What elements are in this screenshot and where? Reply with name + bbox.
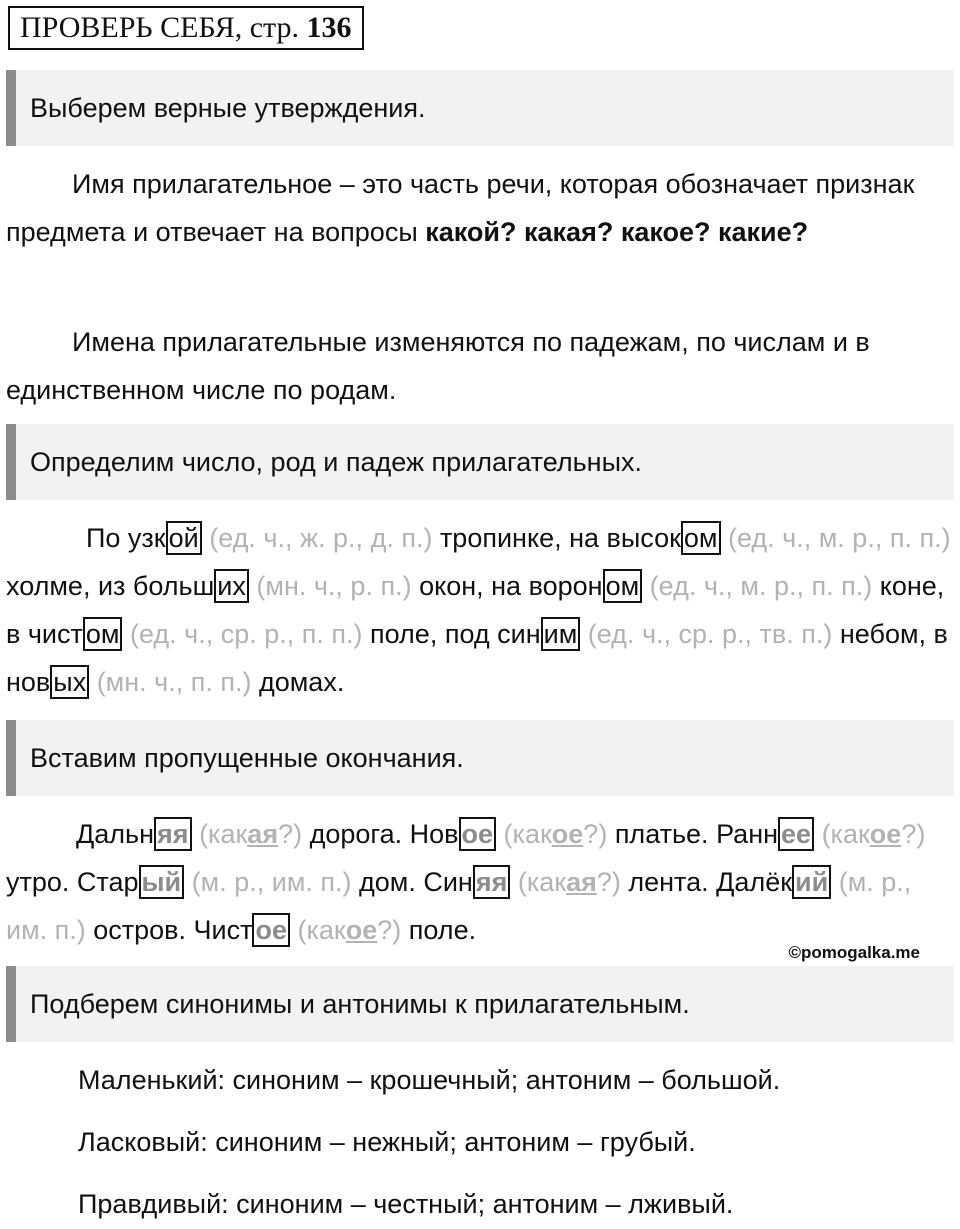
definition-questions: какой? какая? какое? какие? bbox=[425, 217, 809, 247]
question-ending: ое bbox=[869, 819, 902, 849]
text-part: Дальн bbox=[76, 819, 155, 849]
ending-box: ой bbox=[166, 521, 202, 555]
question-note: (как bbox=[191, 819, 248, 849]
question-note: (как bbox=[496, 819, 552, 849]
grammar-note: (ед. ч., м. р., п. п.) bbox=[642, 571, 880, 601]
ending-box: ом bbox=[603, 569, 643, 603]
ending-box: ом bbox=[83, 617, 123, 651]
ending-box: яя bbox=[154, 817, 192, 851]
grammar-note: (м. р., им. п.) bbox=[184, 867, 359, 897]
paragraph-missing-endings bbox=[6, 810, 954, 954]
question-ending: ое bbox=[345, 915, 378, 945]
question-note: (как bbox=[290, 915, 346, 945]
question-note: ?) bbox=[278, 819, 310, 849]
header-label: ПРОВЕРЬ СЕБЯ, стр. bbox=[20, 11, 299, 44]
ending-box: ое bbox=[252, 913, 290, 947]
ending-box: ое bbox=[459, 817, 497, 851]
ending-box: ых bbox=[50, 665, 89, 699]
text-part: платье. Ранн bbox=[614, 819, 779, 849]
question-note: ?) bbox=[596, 867, 629, 897]
question-note: (как bbox=[510, 867, 567, 897]
paragraph-adjective-analysis bbox=[6, 514, 954, 706]
grammar-note: (ед. ч., ср. р., тв. п.) bbox=[580, 619, 840, 649]
definition-text: Имя прилагательное – это часть речи, которая обозначает признак предмета и отвечает на вопросы bbox=[6, 169, 915, 247]
text-part: окон, на ворон bbox=[419, 571, 603, 601]
grammar-note: (мн. ч., р. п.) bbox=[248, 571, 420, 601]
text-part: поле. bbox=[408, 915, 477, 945]
grammar-note: (м. р., им. п.) bbox=[6, 867, 912, 945]
grammar-note: (ед. ч., ср. р., п. п.) bbox=[122, 619, 370, 649]
page-header bbox=[8, 6, 364, 50]
section-heading-number-gender-case: Определим число, род и падеж прилагательных. bbox=[6, 424, 954, 500]
grammar-note: (мн. ч., п. п.) bbox=[89, 667, 259, 697]
paragraph-changes: Имена прилагательные изменяются по падежам, по числам и в единственном числе по родам. bbox=[6, 327, 870, 405]
question-note: (как bbox=[814, 819, 870, 849]
text-part: утро. Стар bbox=[6, 867, 139, 897]
question-note: ?) bbox=[377, 915, 409, 945]
paragraph-definition bbox=[6, 160, 954, 256]
text-part: поле, под син bbox=[370, 619, 541, 649]
question-note: ?) bbox=[583, 819, 615, 849]
text-part: дом. Син bbox=[359, 867, 473, 897]
ending-box: их bbox=[214, 569, 249, 603]
text-part: тропинке, на высок bbox=[439, 523, 681, 553]
watermark: ©pomogalka.me bbox=[788, 943, 920, 962]
ending-box: им bbox=[541, 617, 581, 651]
text-part: лента. Далёк bbox=[628, 867, 793, 897]
text-part: холме, из больш bbox=[6, 571, 215, 601]
ending-box: ее bbox=[778, 817, 814, 851]
question-ending: ая bbox=[247, 819, 279, 849]
text-part: небом, в нов bbox=[6, 619, 948, 697]
text-part: дорога. Нов bbox=[309, 819, 459, 849]
text-part: По узк bbox=[86, 523, 166, 553]
synonym-line: Маленький: синоним – крошечный; антоним – большой. bbox=[78, 1065, 781, 1095]
section-heading-endings: Вставим пропущенные окончания. bbox=[6, 720, 954, 796]
question-ending: ая bbox=[566, 867, 597, 897]
text-part: коне, в чист bbox=[6, 571, 945, 649]
ending-box: ом bbox=[681, 521, 721, 555]
ending-box: яя bbox=[473, 865, 511, 899]
text-part: домах. bbox=[258, 667, 345, 697]
synonym-line: Ласковый: синоним – нежный; антоним – грубый. bbox=[78, 1127, 696, 1157]
section-heading-synonyms: Подберем синонимы и антонимы к прилагательным. bbox=[6, 966, 954, 1042]
question-note: ?) bbox=[901, 819, 926, 849]
text-part: остров. Чист bbox=[93, 915, 253, 945]
section-heading-statements: Выберем верные утверждения. bbox=[6, 70, 954, 146]
ending-box: ий bbox=[792, 865, 831, 899]
grammar-note: (ед. ч., м. р., п. п.) bbox=[720, 523, 951, 553]
question-ending: ое bbox=[551, 819, 584, 849]
header-page-number: 136 bbox=[306, 11, 352, 44]
ending-box: ый bbox=[139, 865, 185, 899]
synonym-line: Правдивый: синоним – честный; антоним – лживый. bbox=[78, 1189, 734, 1219]
grammar-note: (ед. ч., ж. р., д. п.) bbox=[201, 523, 440, 553]
